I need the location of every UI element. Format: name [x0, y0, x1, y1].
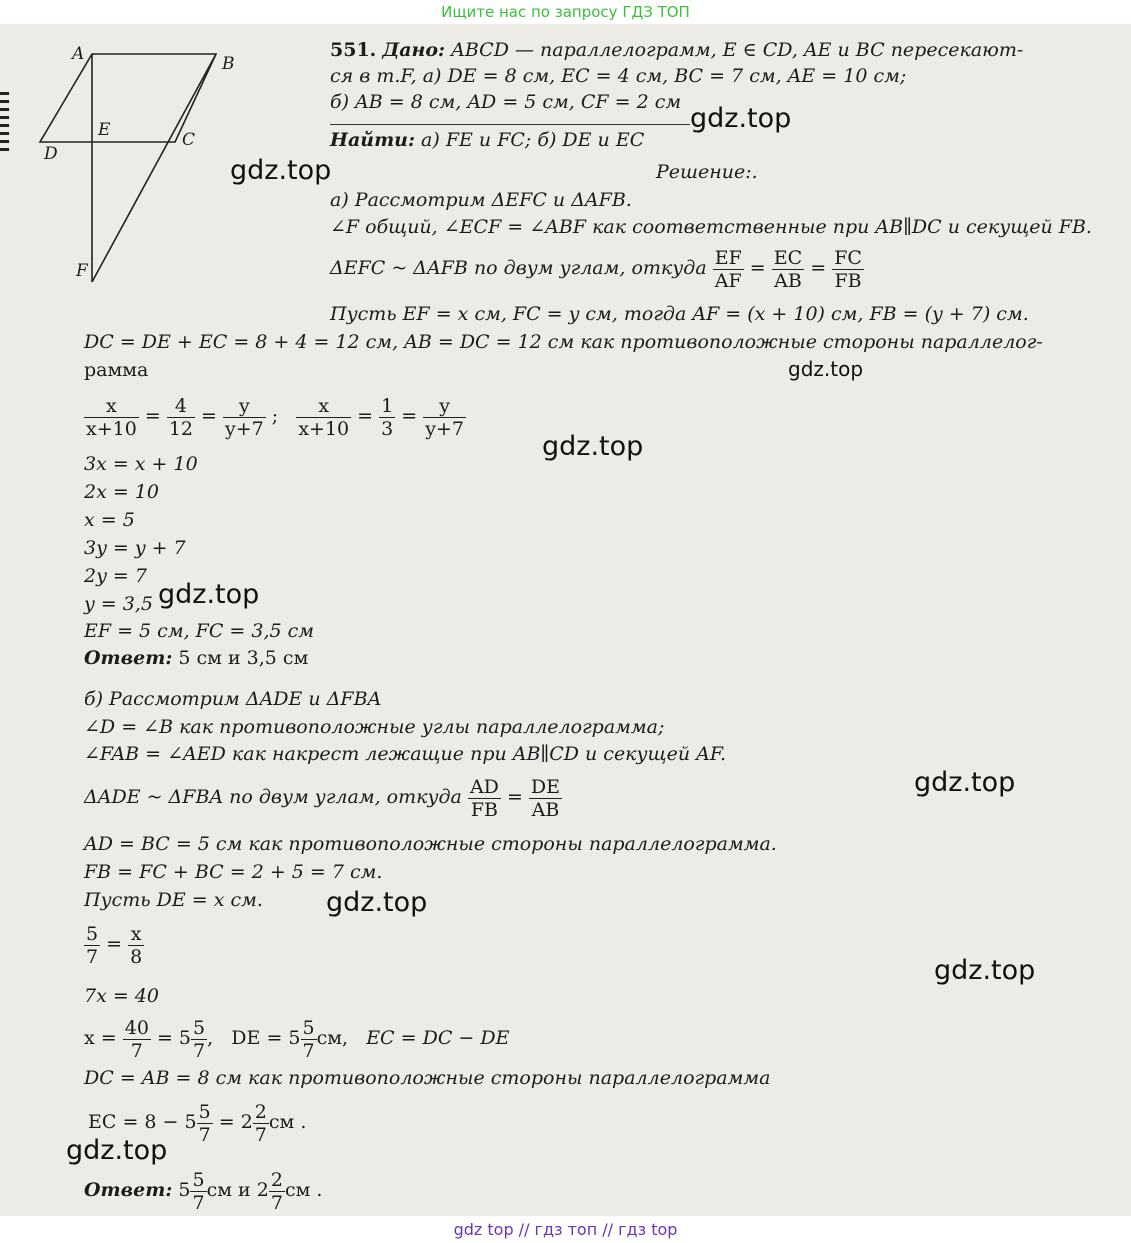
- fraction-x-x10-b: [296, 395, 351, 440]
- header-banner[interactable]: Ищите нас по запросу ГДЗ ТОП: [441, 3, 690, 21]
- answer-fraction-2: [269, 1169, 285, 1214]
- answer-a: [84, 646, 308, 670]
- watermark: gdz.top: [326, 887, 428, 918]
- binding-mark: [0, 108, 9, 111]
- fraction-ec-2: [253, 1101, 269, 1146]
- part-b-proportion: $\frac{5}{7}$ = $\frac{x}{8}$: [86, 922, 143, 968]
- fraction-den: AB: [774, 269, 802, 292]
- fraction-4-12: [167, 395, 195, 440]
- textbook-scan: [0, 24, 1131, 1216]
- fraction-ef-af: [713, 247, 744, 292]
- label-f: F: [76, 261, 88, 281]
- fraction-den: y+7: [425, 417, 464, 440]
- given-divider: [330, 124, 690, 125]
- fraction-den: 3: [381, 417, 394, 440]
- answer-fraction-1: [190, 1169, 206, 1214]
- fraction-ec-1: [197, 1101, 213, 1146]
- binding-mark: [0, 100, 9, 103]
- part-b-line-7: Пусть DE = x см.: [84, 889, 263, 911]
- part-b-line-6: FB = FC + BC = 2 + 5 = 7 см.: [84, 861, 383, 883]
- fraction-den: FB: [470, 798, 498, 821]
- similarity-text: ΔEFC ~ ΔAFB по двум углам, откуда: [330, 257, 707, 279]
- fraction-de-ab: [529, 776, 562, 821]
- given-line-2: ся в т.F, а) DE = 8 см, EC = 4 см, BC = 7 см, AE = 10 см;: [330, 65, 907, 87]
- fraction-den: 7: [254, 1123, 267, 1146]
- x-lhs: x =: [84, 1027, 117, 1049]
- given-text-1: ABCD — параллелограмм, E ∈ CD, AE и BC пересекают-: [445, 39, 1024, 61]
- watermark: gdz.top: [230, 155, 332, 186]
- ec-expression: EC = DC − DE: [366, 1027, 510, 1049]
- fraction-den: 7: [270, 1191, 283, 1214]
- answer-unit-2: см .: [284, 1179, 323, 1201]
- fraction-den: y+7: [225, 417, 264, 440]
- step-3: x = 5: [84, 509, 135, 531]
- fraction-den: 7: [86, 945, 99, 968]
- fraction-den: 8: [130, 945, 143, 968]
- step-7x: 7x = 40: [84, 985, 159, 1007]
- step-7: EF = 5 см, FC = 3,5 см: [84, 620, 315, 642]
- binding-mark: [0, 148, 9, 151]
- fraction-fc-fb: [832, 247, 864, 292]
- part-b-line-8: DC = AB = 8 см как противоположные стороны параллелограмма: [84, 1067, 771, 1089]
- find-line: [330, 128, 644, 152]
- ec-mid: = 2: [218, 1111, 253, 1133]
- fraction-num: DE: [530, 775, 561, 798]
- solution-label: Решение:.: [656, 161, 758, 183]
- answer-whole-1: 5: [172, 1179, 191, 1201]
- fraction-den: 7: [302, 1039, 315, 1062]
- watermark: gdz.top: [788, 357, 864, 381]
- label-a: A: [72, 44, 85, 64]
- part-a-line-3: ΔEFC ~ ΔAFB по двум углам, откуда $\frac{EF}{AF}$ = $\frac{EC}{AB}$ = $\frac{FC}{FB}$: [330, 246, 862, 292]
- binding-mark: [0, 92, 9, 95]
- fraction-num: 5: [302, 1016, 315, 1039]
- label-d: D: [44, 144, 58, 164]
- watermark: gdz.top: [158, 579, 260, 610]
- parallelogram-figure: [30, 34, 250, 304]
- label-b: B: [222, 54, 235, 74]
- find-text: а) FE и FC; б) DE и EC: [415, 129, 645, 151]
- fraction-den: 7: [130, 1039, 143, 1062]
- fraction-1-3: [379, 395, 395, 440]
- ec-lhs: EC = 8 − 5: [88, 1111, 197, 1133]
- fraction-num: FC: [834, 246, 862, 269]
- answer-text: 5 см и 3,5 см: [172, 647, 309, 669]
- fraction-den: 12: [168, 417, 193, 440]
- part-a-proportions: $\frac{x}{x+10}$ = $\frac{4}{12}$ = $\frac{y}{y+7}$ ; $\frac{x}{x+10}$ = $\frac{1}{3}$ = $\frac{y}{y+7}$: [86, 394, 464, 440]
- watermark: gdz.top: [66, 1135, 168, 1166]
- fraction-num: x: [296, 395, 351, 418]
- ec-unit: см .: [268, 1111, 307, 1133]
- fraction-ec-ab: [772, 247, 804, 292]
- fraction-x-x10: [84, 395, 139, 440]
- fraction-40-7: [123, 1017, 151, 1062]
- answer-label: Ответ:: [84, 647, 173, 669]
- fraction-den: AF: [714, 269, 742, 292]
- fraction-num: 40: [124, 1016, 149, 1039]
- similarity-text: ΔADE ~ ΔFBA по двум углам, откуда: [84, 786, 462, 808]
- fraction-num: EC: [773, 246, 803, 269]
- find-label: Найти:: [330, 129, 416, 151]
- step-1: 3x = x + 10: [84, 453, 198, 475]
- part-b-line-2: ∠D = ∠B как противоположные углы параллелограмма;: [84, 716, 665, 738]
- parallelogram-abcd: [40, 54, 216, 142]
- fraction-5-7: [84, 923, 100, 968]
- part-b-line-1: б) Рассмотрим ΔADE и ΔFBA: [84, 688, 382, 710]
- part-b-line-3: ∠FAB = ∠AED как накрест лежащие при AB∥CD и секущей AF.: [84, 743, 727, 765]
- binding-mark: [0, 116, 9, 119]
- problem-number: 551.: [330, 39, 377, 61]
- fraction-den: 7: [193, 1039, 206, 1062]
- fraction-num: AD: [469, 775, 499, 798]
- fraction-num: 1: [381, 394, 394, 417]
- fraction-5-7-mixed: [191, 1017, 207, 1062]
- fraction-y-y7-b: [423, 395, 466, 440]
- label-c: C: [182, 130, 196, 150]
- fraction-num: 5: [86, 922, 99, 945]
- fraction-num: x: [128, 923, 144, 946]
- fraction-den: x+10: [86, 417, 137, 440]
- label-e: E: [98, 120, 111, 140]
- watermark: gdz.top: [542, 431, 644, 462]
- fraction-den: x+10: [298, 417, 350, 440]
- binding-mark: [0, 132, 9, 135]
- fraction-y-y7: [223, 395, 266, 440]
- fraction-num: x: [84, 395, 139, 418]
- line-bc-extended: [92, 54, 216, 282]
- x-eq: = 5: [156, 1027, 192, 1049]
- fraction-num: y: [223, 395, 266, 418]
- fraction-den: AB: [531, 798, 560, 821]
- fraction-num: y: [423, 395, 466, 418]
- watermark: gdz.top: [934, 955, 1036, 986]
- step-2: 2x = 10: [84, 481, 159, 503]
- fraction-den: 7: [198, 1123, 211, 1146]
- part-b-line-4: ΔADE ~ ΔFBA по двум углам, откуда $\frac{AD}{FB}$ = $\frac{DE}{AB}$: [84, 775, 561, 821]
- given-label: Дано:: [382, 39, 446, 61]
- fraction-num: 4: [167, 395, 195, 418]
- fraction-num: 5: [198, 1100, 211, 1123]
- fraction-den: 7: [192, 1191, 205, 1214]
- fraction-num: EF: [714, 246, 742, 269]
- given-line-1: [330, 38, 1023, 62]
- binding-mark: [0, 124, 9, 127]
- fraction-x-8: [128, 923, 144, 968]
- watermark: gdz.top: [914, 767, 1016, 798]
- step-6: y = 3,5: [84, 593, 153, 615]
- separator: ;: [271, 405, 279, 427]
- watermark: gdz.top: [690, 103, 792, 134]
- answer-unit-1: см и 2: [206, 1179, 269, 1201]
- step-5: 2y = 7: [84, 565, 147, 587]
- part-a-line-4: Пусть EF = x см, FC = y см, тогда AF = (x + 10) см, FB = (y + 7) см.: [330, 303, 1029, 325]
- fraction-de-mixed: [301, 1017, 317, 1062]
- footer-banner[interactable]: gdz top // гдз топ // гдз top: [453, 1220, 678, 1239]
- binding-mark: [0, 140, 9, 143]
- fraction-num: 5: [192, 1168, 205, 1191]
- answer-label: Ответ:: [84, 1179, 173, 1201]
- x-value-line: x = $\frac{40}{7}$ = 5 $\frac{5}{7}$ , DE = 5 $\frac{5}{7}$ см, EC = DC − DE: [84, 1016, 510, 1062]
- fraction-num: 2: [270, 1168, 283, 1191]
- fraction-num: 2: [254, 1100, 267, 1123]
- part-a-line-2: ∠F общий, ∠ECF = ∠ABF как соответственные при AB∥DC и секущей FB.: [330, 216, 1092, 238]
- part-a-line-6: рамма: [84, 359, 149, 381]
- part-a-line-1: а) Рассмотрим ΔEFC и ΔAFB.: [330, 189, 632, 211]
- fraction-ad-fb: [468, 776, 501, 821]
- fraction-den: FB: [834, 269, 862, 292]
- part-a-line-5: DC = DE + EC = 8 + 4 = 12 см, AB = DC = 12 см как противоположные стороны параллелог-: [84, 331, 1043, 353]
- part-b-line-5: AD = BC = 5 см как противоположные стороны параллелограмма.: [84, 833, 777, 855]
- de-lhs: DE = 5: [231, 1027, 301, 1049]
- step-4: 3y = y + 7: [84, 537, 186, 559]
- de-unit: см,: [316, 1027, 349, 1049]
- fraction-num: 5: [193, 1016, 206, 1039]
- given-line-3: б) AB = 8 см, AD = 5 см, CF = 2 см: [330, 91, 682, 113]
- answer-b: [84, 1162, 322, 1216]
